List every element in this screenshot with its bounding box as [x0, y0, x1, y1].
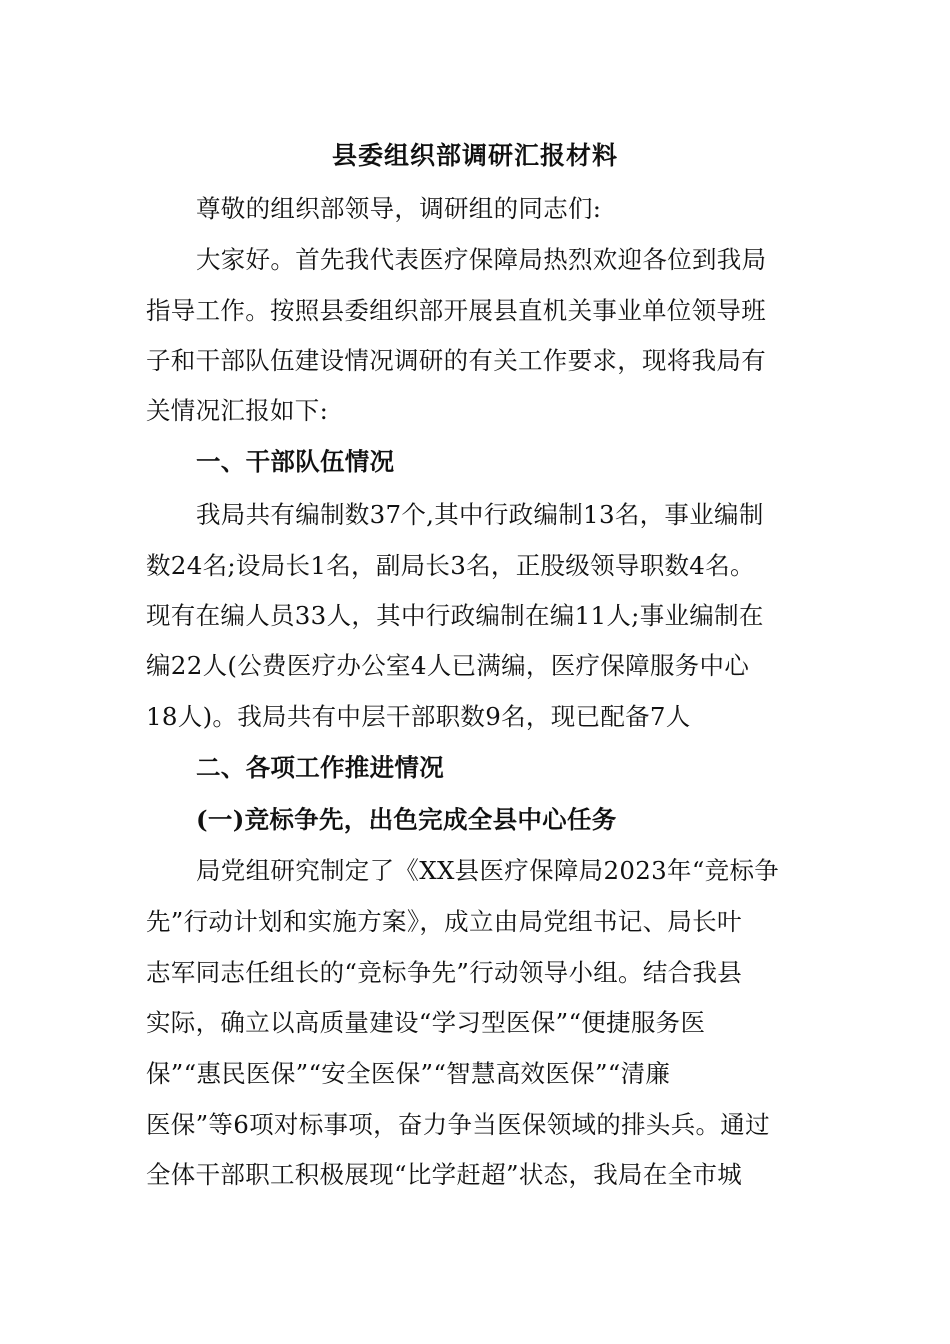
paragraph-line: 子和干部队伍建设情况调研的有关工作要求，现将我局有 [146, 346, 766, 375]
paragraph-line: 我局共有编制数37个,其中行政编制13名，事业编制 [196, 500, 764, 529]
section-heading: 二、各项工作推进情况 [196, 753, 444, 782]
paragraph-line: 关情况汇报如下: [146, 396, 329, 425]
paragraph-line: 先”行动计划和实施方案》，成立由局党组书记、局长叶 [146, 907, 742, 936]
section-heading: 一、干部队伍情况 [196, 447, 395, 476]
paragraph-line: 现有在编人员33人，其中行政编制在编11人;事业编制在 [146, 601, 764, 630]
salutation: 尊敬的组织部领导，调研组的同志们: [196, 194, 602, 223]
paragraph-line: 保”“惠民医保”“安全医保”“智慧高效医保”“清廉 [146, 1059, 671, 1088]
paragraph-line: 指导工作。按照县委组织部开展县直机关事业单位领导班 [146, 296, 766, 325]
paragraph-line: 编22人(公费医疗办公室4人已满编，医疗保障服务中心 [146, 651, 750, 680]
paragraph-line: 18人)。我局共有中层干部职数9名，现已配备7人 [146, 702, 691, 731]
subsection-heading: (一)竞标争先，出色完成全县中心任务 [196, 805, 617, 834]
paragraph-line: 局党组研究制定了《XX县医疗保障局2023年“竞标争 [196, 856, 780, 885]
paragraph-line: 志军同志任组长的“竞标争先”行动领导小组。结合我县 [146, 958, 743, 987]
paragraph-line: 大家好。首先我代表医疗保障局热烈欢迎各位到我局 [196, 245, 767, 274]
paragraph-line: 数24名;设局长1名，副局长3名，正股级领导职数4名。 [146, 551, 755, 580]
paragraph-line: 实际，确立以高质量建设“学习型医保”“便捷服务医 [146, 1008, 706, 1037]
document-title: 县委组织部调研汇报材料 [331, 141, 618, 170]
paragraph-line: 医保”等6项对标事项，奋力争当医保领域的排头兵。通过 [146, 1110, 770, 1139]
paragraph-line: 全体干部职工积极展现“比学赶超”状态，我局在全市城 [146, 1160, 743, 1189]
